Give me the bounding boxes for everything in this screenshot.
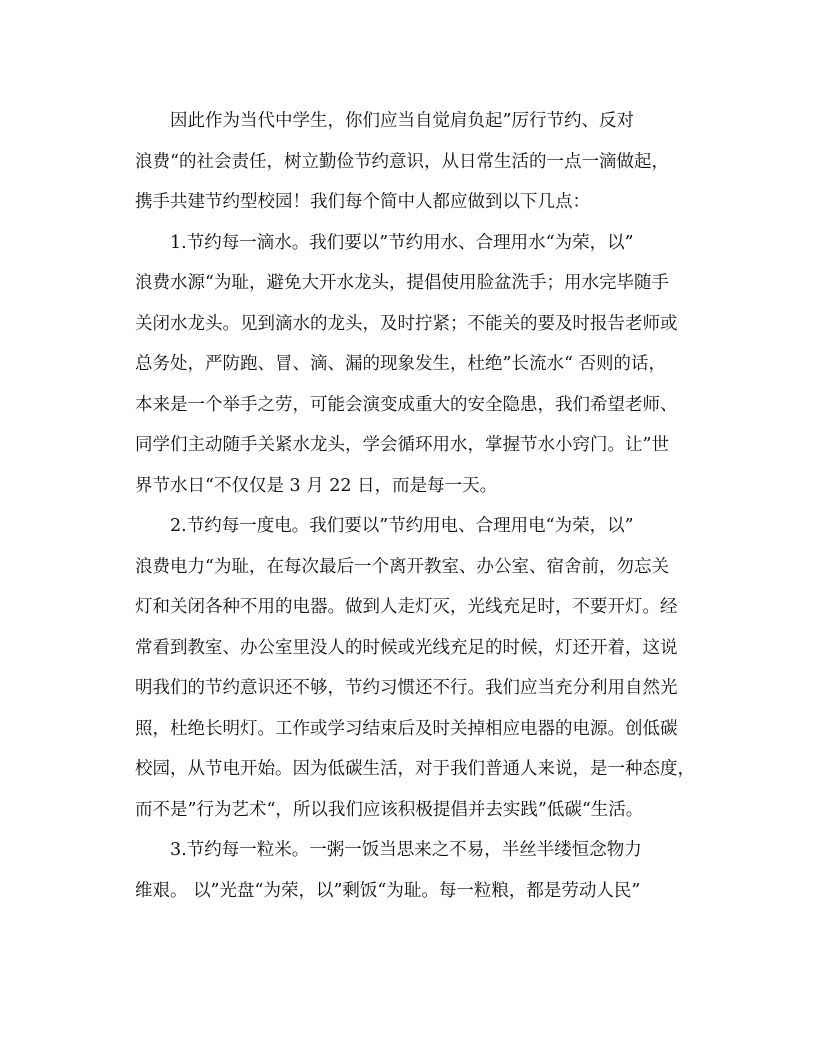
paragraph-1-line-2: 浪费“的社会责任，树立勤俭节约意识，从日常生活的一点一滴做起，	[135, 151, 669, 172]
water-item-line-4: 总务处，严防跑、冒、滴、漏的现象发生，杜绝”长流水“ 否则的话，	[135, 354, 666, 374]
electricity-item-line-3: 灯和关闭各种不用的电器。做到人走灯灭，光线充足时，不要开灯。经	[135, 597, 678, 617]
paragraph-1-line-1: 因此作为当代中学生，你们应当自觉肩负起”厉行节约、反对	[170, 111, 634, 131]
electricity-item-line-7: 校园，从节电开始。因为低碳生活，对于我们普通人来说，是一种态度，	[135, 759, 695, 779]
water-item-line-5: 本来是一个举手之劳，可能会演变成重大的安全隐患，我们希望老师、	[135, 394, 678, 415]
rice-item-line-2: 维艰。 以”光盘“为荣，以”剩饭“为耻。每一粒粮，都是劳动人民”	[135, 880, 641, 901]
water-item-line-3: 关闭水龙头。见到滴水的龙头，及时拧紧；不能关的要及时报告老师或	[135, 313, 678, 334]
water-item-line-1: 1.节约每一滴水。我们要以”节约用水、合理用水“为荣，以”	[170, 232, 634, 253]
electricity-item-line-1: 2.节约每一度电。我们要以”节约用电、合理用电“为荣，以”	[170, 516, 634, 536]
water-item-line-7: 界节水日“不仅仅是 3 月 22 日，而是每一天。	[135, 475, 498, 496]
electricity-item-line-8: 而不是”行为艺术“，所以我们应该积极提倡并去实践”低碳“生活。	[135, 799, 644, 820]
electricity-item-line-6: 照，杜绝长明灯。工作或学习结束后及时关掉相应电器的电源。创低碳	[135, 718, 678, 739]
body-text	[135, 101, 695, 911]
water-item-line-6: 同学们主动随手关紧水龙头，学会循环用水，掌握节水小窍门。让”世	[135, 435, 669, 455]
electricity-item-line-2: 浪费电力“为耻，在每次最后一个离开教室、办公室、宿舍前，勿忘关	[135, 556, 669, 577]
rice-item-line-1: 3.节约每一粒米。一粥一饭当思来之不易，半丝半缕恒念物力	[170, 840, 642, 860]
electricity-item-line-5: 明我们的节约意识还不够，节约习惯还不行。我们应当充分利用自然光	[135, 678, 678, 698]
paragraph-1-line-3: 携手共建节约型校园！我们每个简中人都应做到以下几点：	[135, 192, 590, 212]
water-item-line-2: 浪费水源“为耻，避免大开水龙头，提倡使用脸盆洗手；用水完毕随手	[135, 273, 669, 293]
electricity-item-line-4: 常看到教室、办公室里没人的时候或光线充足的时候，灯还开着，这说	[135, 637, 678, 658]
